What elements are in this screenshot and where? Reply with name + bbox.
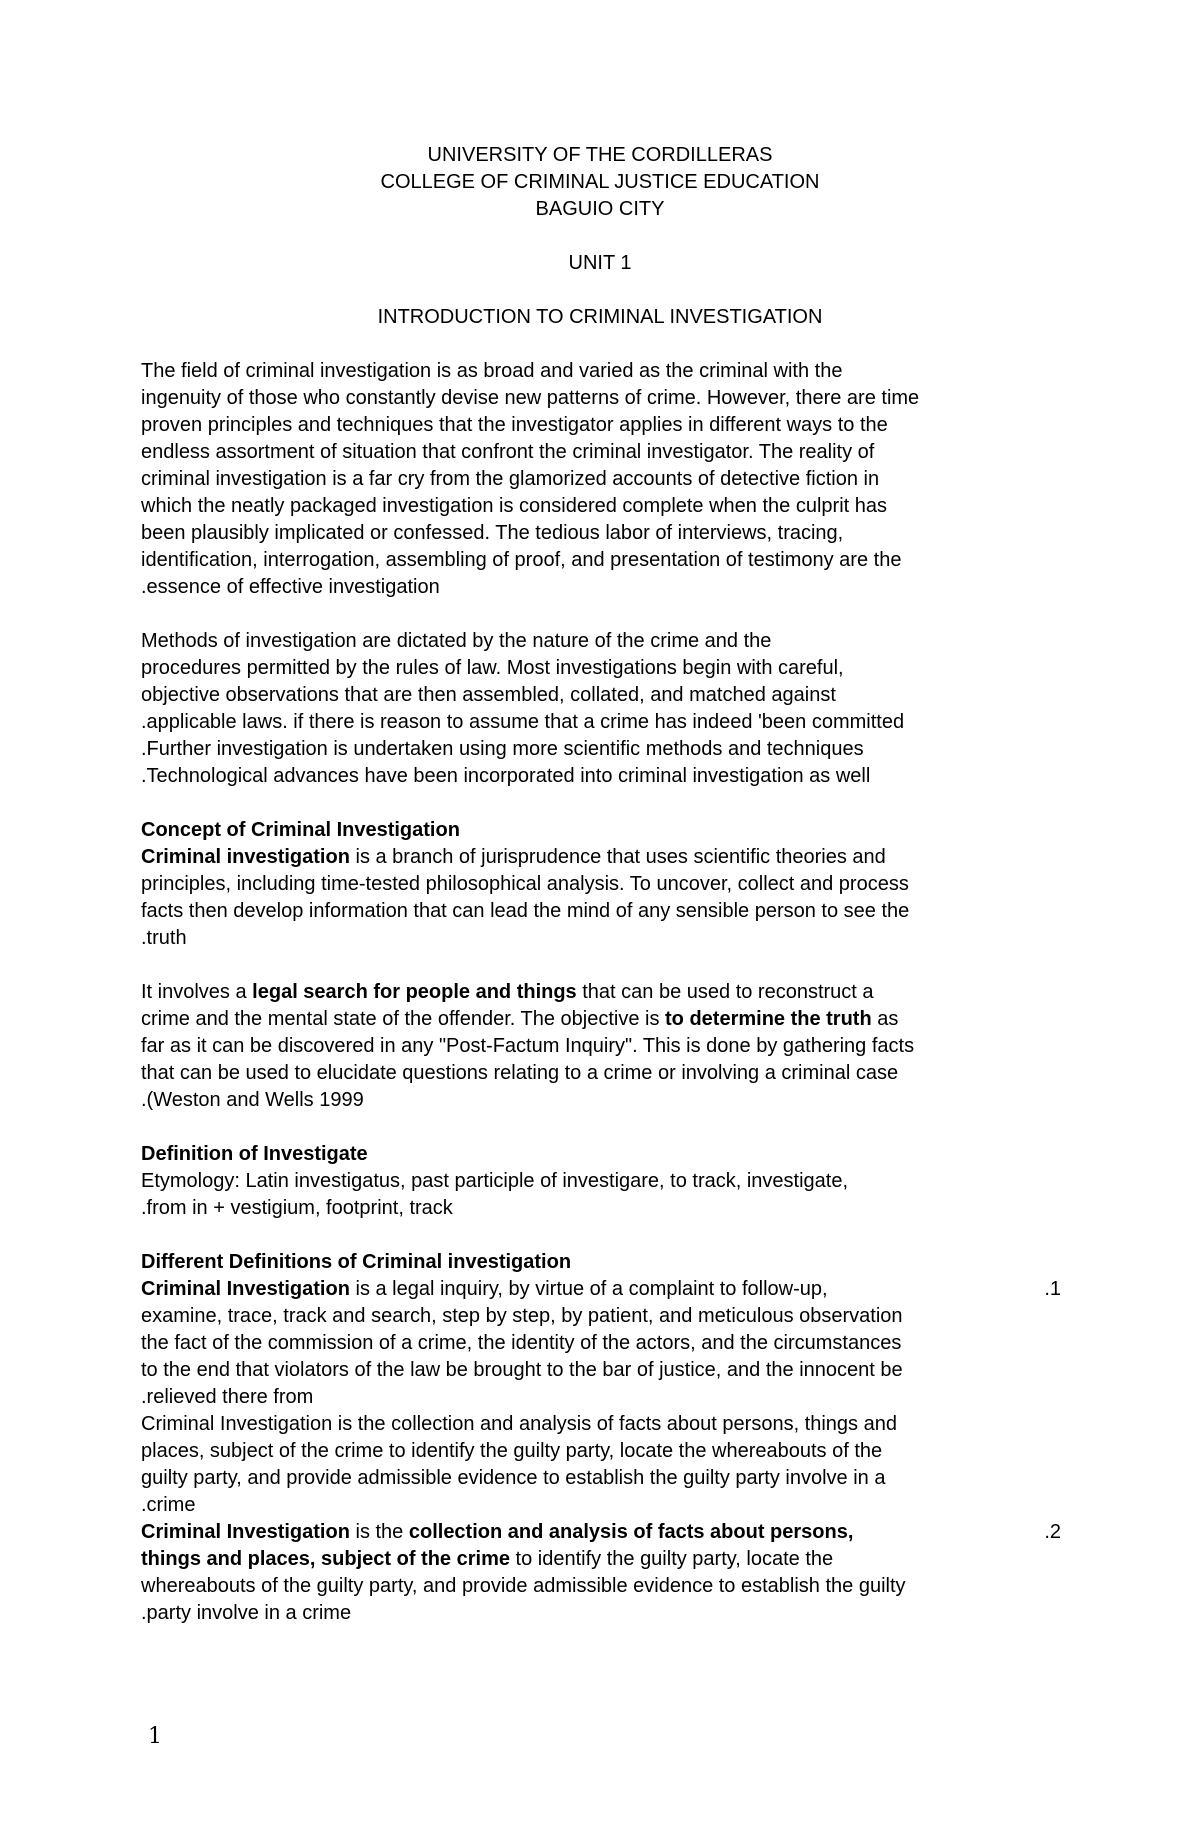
list-number: .2 <box>1044 1521 1061 1543</box>
definitions-section <box>141 1249 1061 1519</box>
paragraph-line: Methods of investigation are dictated by the nature of the crime and the <box>141 630 772 652</box>
paragraph-line: places, subject of the crime to identify the guilty party, locate the whereabouts of the <box>141 1440 883 1462</box>
bold-phrase: legal search for people and things <box>252 981 577 1003</box>
methods-paragraph <box>141 628 1061 790</box>
page-number: 1 <box>148 1724 162 1749</box>
term-bold: Criminal Investigation <box>141 1278 350 1300</box>
paragraph-line: The field of criminal investigation is as broad and varied as the criminal with the <box>141 360 843 382</box>
concept-section <box>141 817 1061 952</box>
list-number: .1 <box>1044 1278 1061 1300</box>
paragraph-line: ingenuity of those who constantly devise new patterns of crime. However, there are time <box>141 387 920 409</box>
paragraph-line: .(Weston and Wells 1999 <box>141 1089 364 1111</box>
definition-2-first-line: Criminal Investigation is the collection and analysis of facts about persons, .2 <box>141 1519 1061 1546</box>
involves-paragraph <box>141 979 1061 1114</box>
paragraph-line: facts then develop information that can lead the mind of any sensible person to see the <box>141 900 910 922</box>
paragraph-line: examine, trace, track and search, step by step, by patient, and meticulous observation <box>141 1305 903 1327</box>
paragraph-line: .applicable laws. if there is reason to assume that a crime has indeed 'been committed <box>141 711 905 733</box>
paragraph-line: which the neatly packaged investigation is considered complete when the culprit has <box>141 495 887 517</box>
paragraph-line: far as it can be discovered in any "Post-Factum Inquiry". This is done by gathering facts <box>141 1035 915 1057</box>
city-name: BAGUIO CITY <box>535 198 665 220</box>
paragraph-line: guilty party, and provide admissible evidence to establish the guilty party involve in a <box>141 1467 886 1489</box>
paragraph-line: to the end that violators of the law be brought to the bar of justice, and the innocent be <box>141 1359 903 1381</box>
paragraph-line: .crime <box>141 1494 196 1516</box>
paragraph-line: Etymology: Latin investigatus, past participle of investigare, to track, investigate, <box>141 1170 849 1192</box>
paragraph-line: .relieved there from <box>141 1386 314 1408</box>
paragraph-line: procedures permitted by the rules of law. Most investigations begin with careful, <box>141 657 844 679</box>
paragraph-line: been plausibly implicated or confessed. The tedious labor of interviews, tracing, <box>141 522 844 544</box>
paragraph-line: identification, interrogation, assembling of proof, and presentation of testimony are the <box>141 549 902 571</box>
paragraph-line: Criminal Investigation is the collection and analysis of facts about persons, things and <box>141 1413 897 1435</box>
university-name: UNIVERSITY OF THE CORDILLERAS <box>427 144 773 166</box>
paragraph-line: endless assortment of situation that confront the criminal investigator. The reality of <box>141 441 875 463</box>
paragraph-line: .Technological advances have been incorporated into criminal investigation as well <box>141 765 871 787</box>
paragraph-line: objective observations that are then assembled, collated, and matched against <box>141 684 836 706</box>
concept-heading: Concept of Criminal Investigation <box>141 819 460 841</box>
definition-1-first-line: Criminal Investigation is a legal inquiry, by virtue of a complaint to follow-up, .1 <box>141 1276 1061 1303</box>
paragraph-line: principles, including time-tested philosophical analysis. To uncover, collect and process <box>141 873 909 895</box>
paragraph-line: that can be used to elucidate questions relating to a crime or involving a criminal case <box>141 1062 899 1084</box>
investigate-section <box>141 1141 1061 1222</box>
college-name: COLLEGE OF CRIMINAL JUSTICE EDUCATION <box>380 171 820 193</box>
paragraph-line: proven principles and techniques that the investigator applies in different ways to the <box>141 414 888 436</box>
paragraph-line: .truth <box>141 927 187 949</box>
paragraph-line: the fact of the commission of a crime, the identity of the actors, and the circumstances <box>141 1332 902 1354</box>
paragraph-line: .essence of effective investigation <box>141 576 440 598</box>
paragraph-line: .Further investigation is undertaken using more scientific methods and techniques <box>141 738 864 760</box>
term-bold: Criminal investigation <box>141 846 350 868</box>
bold-phrase: to determine the truth <box>665 1008 872 1030</box>
paragraph-line: It involves a legal search for people and things that can be used to reconstruct a <box>141 981 874 1003</box>
bold-phrase: things and places, subject of the crime <box>141 1548 510 1570</box>
paragraph-line: whereabouts of the guilty party, and provide admissible evidence to establish the guilty <box>141 1575 906 1597</box>
paragraph-line: things and places, subject of the crime to identify the guilty party, locate the <box>141 1548 834 1570</box>
definition-2 <box>141 1519 1061 1627</box>
paragraph-line: criminal investigation is a far cry from the glamorized accounts of detective fiction in <box>141 468 880 490</box>
investigate-heading: Definition of Investigate <box>141 1143 368 1165</box>
term-bold: Criminal Investigation <box>141 1521 350 1543</box>
document-title: INTRODUCTION TO CRIMINAL INVESTIGATION <box>377 306 823 328</box>
intro-paragraph <box>141 358 1061 601</box>
paragraph-line: .party involve in a crime <box>141 1602 352 1624</box>
unit-label: UNIT 1 <box>568 252 632 274</box>
paragraph-line: crime and the mental state of the offender. The objective is to determine the truth as <box>141 1008 899 1030</box>
definitions-heading: Different Definitions of Criminal investigation <box>141 1251 572 1273</box>
bold-phrase: collection and analysis of facts about persons, <box>408 1521 854 1543</box>
paragraph-line: .from in + vestigium, footprint, track <box>141 1197 453 1219</box>
paragraph-line: Criminal investigation is a branch of jurisprudence that uses scientific theories and <box>141 846 886 868</box>
